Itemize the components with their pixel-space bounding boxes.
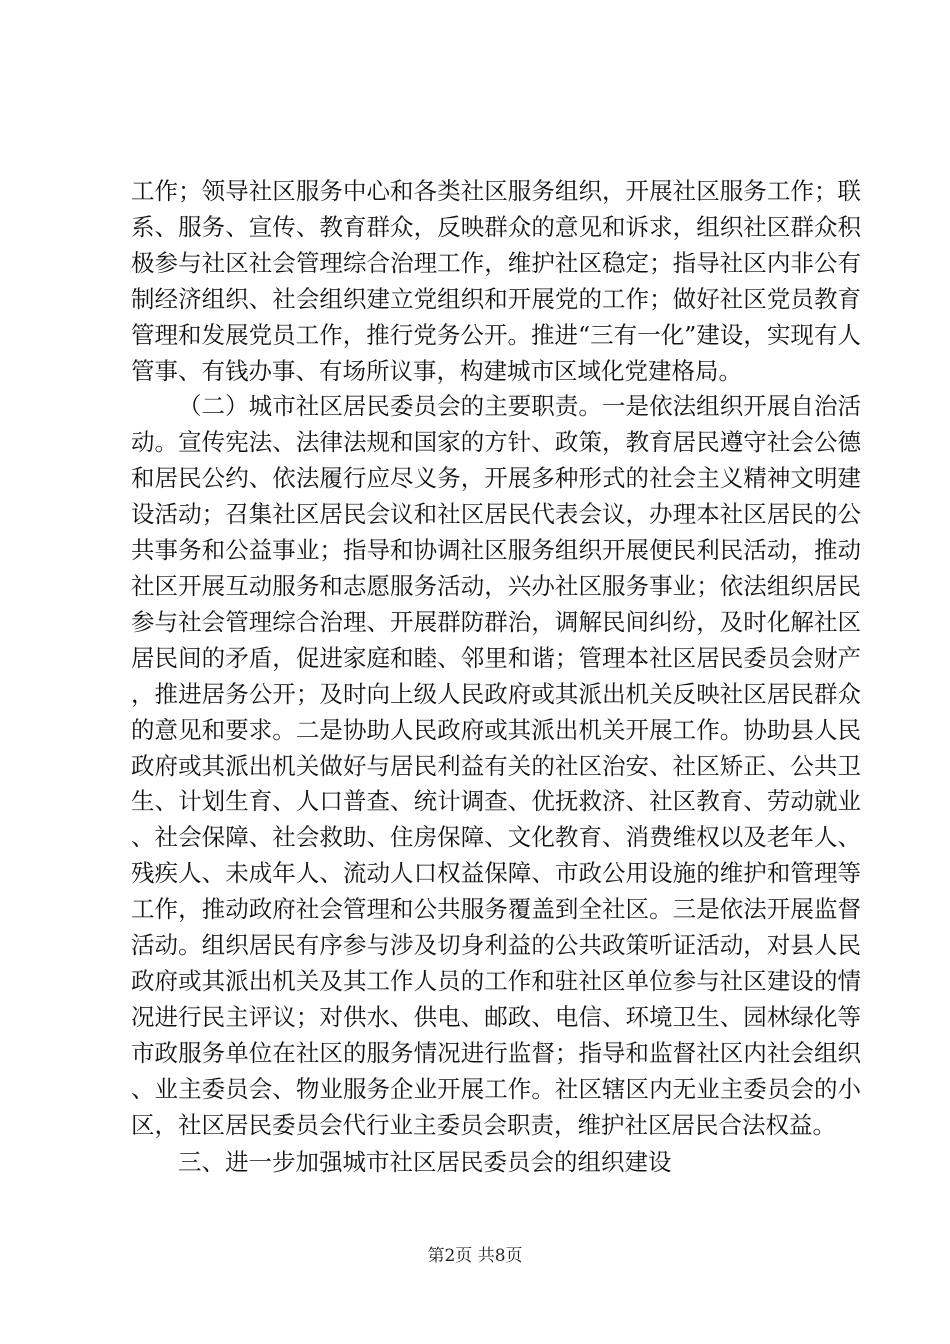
paragraph-2: （二）城市社区居民委员会的主要职责。一是依法组织开展自治活动。宣传宪法、法律法规和国家的方针、政策，教育居民遵守社会公德和居民公约、依法履行应尽义务，开展多种形式的社会主义精神文明建设活动；召集社区居民会议和社区居民代表会议，办理本社区居民的公共事务和公益事业；指导和协调社区服务组织开展便民利民活动，推动社区开展互动服务和志愿服务活动，兴办社区服务事业；依法组织居民参与社会管理综合治理、开展群防群治，调解民间纠纷，及时化解社区居民间的矛盾，促进家庭和睦、邻里和谐；管理本社区居民委员会财产，推进居务公开；及时向上级人民政府或其派出机关反映社区居民群众的意见和要求。二是协助人民政府或其派出机关开展工作。协助县人民政府或其派出机关做好与居民利益有关的社区治安、社区矫正、公共卫生、计划生育、人口普查、统计调查、优抚救济、社区教育、劳动就业、社会保障、社会救助、住房保障、文化教育、消费维权以及老年人、残疾人、未成年人、流动人口权益保障、市政公用设施的维护和管理等工作，推动政府社会管理和公共服务覆盖到全社区。三是依法开展监督活动。组织居民有序参与涉及切身利益的公共政策听证活动，对县人民政府或其派出机关及其工作人员的工作和驻社区单位参与社区建设的情况进行民主评议；对供水、供电、邮政、电信、环境卫生、园林绿化等市政服务单位在社区的服务情况进行监督；指导和监督社区内社会组织、业主委员会、物业服务企业开展工作。社区辖区内无业主委员会的小区，社区居民委员会代行业主委员会职责，维护社区居民合法权益。	[131, 392, 861, 1139]
page-footer: 第2页 共8页	[427, 1246, 523, 1266]
document-body	[131, 174, 861, 1143]
paragraph-1: 工作；领导社区服务中心和各类社区服务组织，开展社区服务工作；联系、服务、宣传、教育群众，反映群众的意见和诉求，组织社区群众积极参与社区社会管理综合治理工作，维护社区稳定；指导社区内非公有制经济组织、社会组织建立党组织和开展党的工作；做好社区党员教育管理和发展党员工作，推行党务公开。推进“三有一化”建设，实现有人管事、有钱办事、有场所议事，构建城市区域化党建格局。	[131, 177, 861, 385]
section-heading: 三、进一步加强城市社区居民委员会的组织建设	[178, 1148, 672, 1176]
